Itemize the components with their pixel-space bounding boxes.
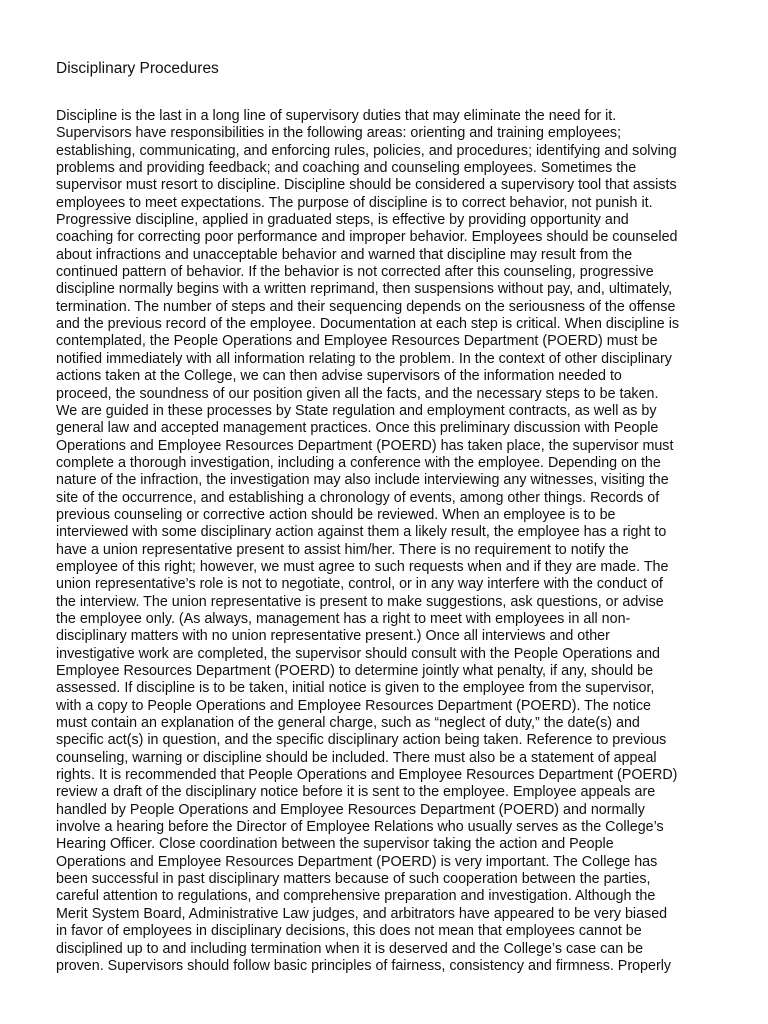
text-line: have a union representative present to assist him/her. There is no requirement to notify the <box>56 541 629 558</box>
text-line: Discipline is the last in a long line of supervisory duties that may eliminate the need for it. <box>56 108 617 124</box>
text-line: and the previous record of the employee. Documentation at each step is critical. When discipline is <box>56 316 680 333</box>
text-line: union representative’s role is not to negotiate, control, or in any way interfere with the conduct of <box>56 576 663 593</box>
text-line: complete a thorough investigation, including a conference with the employee. Depending on the <box>56 454 661 471</box>
text-line: been successful in past disciplinary matters because of such cooperation between the parties, <box>56 871 651 888</box>
text-line: contemplated, the People Operations and Employee Resources Department (POERD) must be <box>56 333 658 350</box>
text-line: site of the occurrence, and establishing a chronology of events, among other things. Records of <box>56 489 660 506</box>
text-line: Progressive discipline, applied in graduated steps, is effective by providing opportunity and <box>56 212 629 229</box>
text-line: specific act(s) in question, and the specific disciplinary action being taken. Reference to previous <box>56 732 667 749</box>
text-line: notified immediately with all information relating to the problem. In the context of other disciplinary <box>56 350 672 367</box>
text-line: disciplinary matters with no union representative present.) Once all interviews and other <box>56 628 610 645</box>
text-line: proven. Supervisors should follow basic principles of fairness, consistency and firmness. Properly <box>56 957 672 974</box>
body-paragraph <box>56 108 736 975</box>
text-line: in favor of employees in disciplinary decisions, this does not mean that employees cannot be <box>56 923 642 940</box>
text-line: actions taken at the College, we can then advise supervisors of the information needed to <box>56 368 622 385</box>
text-line: proceed, the soundness of our position given all the facts, and the necessary steps to be taken. <box>56 385 659 402</box>
text-line: must contain an explanation of the general charge, such as “neglect of duty,” the date(s) and <box>56 715 640 732</box>
text-line: problems and providing feedback; and coaching and counseling employees. Sometimes the <box>56 160 637 177</box>
text-line: Operations and Employee Resources Department (POERD) is very important. The College has <box>56 853 658 870</box>
text-line: handled by People Operations and Employee Resources Department (POERD) and normally <box>56 801 645 818</box>
text-line: discipline normally begins with a written reprimand, then suspensions without pay, and, ultimately, <box>56 281 673 298</box>
text-line: rights. It is recommended that People Operations and Employee Resources Department (POERD) <box>56 767 678 784</box>
text-line: assessed. If discipline is to be taken, initial notice is given to the employee from the supervisor, <box>56 680 655 697</box>
text-line: Hearing Officer. Close coordination between the supervisor taking the action and People <box>56 836 614 853</box>
text-line: Employee Resources Department (POERD) to determine jointly what penalty, if any, should be <box>56 663 654 679</box>
text-line: about infractions and unacceptable behavior and warned that discipline may result from the <box>56 246 633 263</box>
text-line: careful attention to regulations, and comprehensive preparation and investigation. Although the <box>56 888 656 905</box>
text-line: previous counseling or corrective action should be reviewed. When an employee is to be <box>56 506 616 523</box>
text-line: supervisor must resort to discipline. Discipline should be considered a supervisory tool that assists <box>56 177 677 194</box>
text-line: interviewed with some disciplinary action against them a likely result, the employee has a right to <box>56 524 667 541</box>
text-line: the employee only. (As always, management has a right to meet with employees in all non- <box>56 610 631 627</box>
text-line: employee of this right; however, we must agree to such requests when and if they are made. The <box>56 558 669 575</box>
text-line: termination. The number of steps and their sequencing depends on the seriousness of the offense <box>56 298 676 315</box>
text-line: disciplined up to and including termination when it is deserved and the College’s case can be <box>56 940 644 957</box>
text-line: Supervisors have responsibilities in the following areas: orienting and training employees; <box>56 125 622 142</box>
text-line: review a draft of the disciplinary notice before it is sent to the employee. Employee appeals are <box>56 784 656 801</box>
text-line: We are guided in these processes by State regulation and employment contracts, as well as by <box>56 402 657 419</box>
text-line: continued pattern of behavior. If the behavior is not corrected after this counseling, progressive <box>56 264 654 281</box>
text-line: with a copy to People Operations and Employee Resources Department (POERD). The notice <box>56 697 651 714</box>
text-line: the interview. The union representative is present to make suggestions, ask questions, or advise <box>56 593 664 610</box>
text-line: investigative work are completed, the supervisor should consult with the People Operations and <box>56 645 660 662</box>
text-line: Merit System Board, Administrative Law judges, and arbitrators have appeared to be very biased <box>56 905 668 922</box>
page-title: Disciplinary Procedures <box>56 60 219 77</box>
text-line: Operations and Employee Resources Department (POERD) has taken place, the supervisor must <box>56 437 674 454</box>
text-line: involve a hearing before the Director of Employee Relations who usually serves as the College’s <box>56 819 664 836</box>
text-line: counseling, warning or discipline should be included. There must also be a statement of appeal <box>56 749 657 766</box>
text-line: coaching for correcting poor performance and improper behavior. Employees should be counseled <box>56 229 678 246</box>
text-line: establishing, communicating, and enforcing rules, policies, and procedures; identifying and solving <box>56 142 677 159</box>
text-line: nature of the infraction, the investigation may also include interviewing any witnesses, visiting the <box>56 472 669 489</box>
text-line: employees to meet expectations. The purpose of discipline is to correct behavior, not punish it. <box>56 194 653 211</box>
text-line: general law and accepted management practices. Once this preliminary discussion with People <box>56 420 659 437</box>
